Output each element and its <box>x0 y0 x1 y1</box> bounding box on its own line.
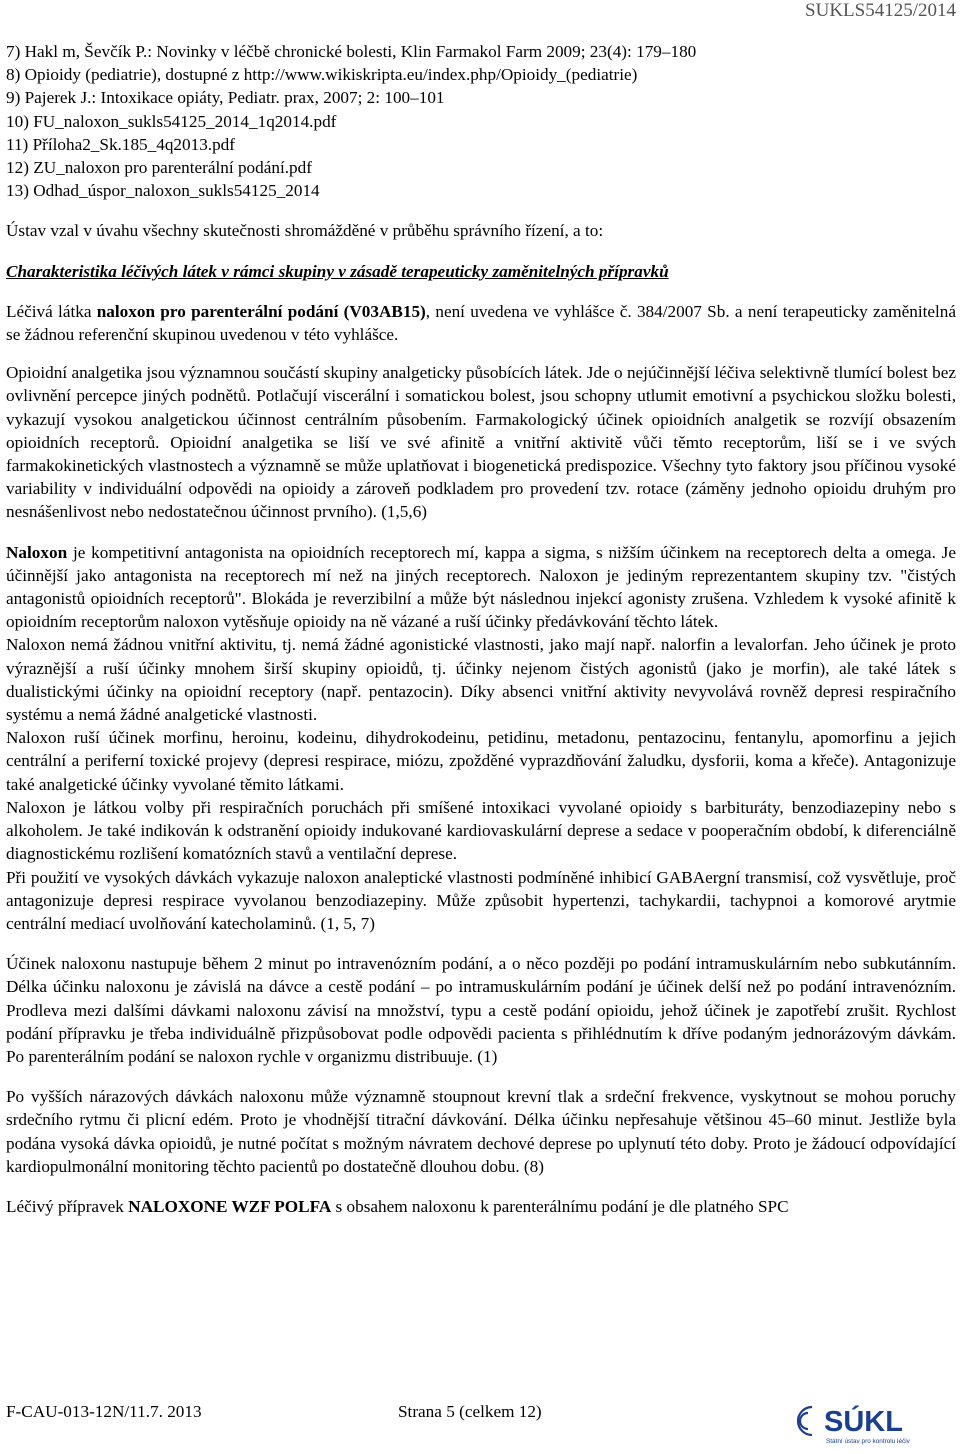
section-heading: Charakteristika léčivých látek v rámci skupiny v zásadě terapeuticky zaměnitelných přípravků <box>6 261 669 281</box>
document-code-header: SUKLS54125/2014 <box>805 0 956 21</box>
reference-item: 12) ZU_naloxon pro parenterální podání.pdf <box>6 158 312 178</box>
reference-item: 8) Opioidy (pediatrie), dostupné z http://www.wikiskripta.eu/index.php/Opioidy_(pediatrie) <box>6 65 638 85</box>
sukl-logo <box>794 1398 954 1448</box>
intro-paragraph: Ústav vzal v úvahu všechny skutečnosti shromážděné v průběhu správního řízení, a to: <box>6 221 604 241</box>
document-body <box>6 40 956 1218</box>
footer-page-number: Strana 5 (celkem 12) <box>398 1402 542 1421</box>
paragraph-high-doses: Při použití ve vysokých dávkách vykazuje naloxon analeptické vlastnosti podmíněné inhibicí GABAergní transmisí, což vysvětluje, proč antagonizuje depresi respirace vyvolanou benzodiazepiny. Může způsobit hypertenzi, tachykardii, tachypnoi a komorové arytmie centrální mediací uvolňování katecholaminů. (1, 5, 7) <box>6 867 956 933</box>
reference-item: 11) Příloha2_Sk.185_4q2013.pdf <box>6 134 236 154</box>
page-footer <box>6 1398 956 1448</box>
footer-form-code: F-CAU-013-12N/11.7. 2013 <box>6 1402 202 1421</box>
references-list <box>6 40 956 202</box>
paragraph-onset: Účinek naloxonu nastupuje během 2 minut po intravenózním podání, a o něco později po podání intramuskulárním nebo subkutánním. Délka účinku naloxonu je závislá na dávce a cestě podání – po intramuskulárním podání je účinek delší než po podání intravenózním. Prodleva mezi dalšími dávkami naloxonu závisí na množství, typu a cestě podání opioidu, jehož účinek je zapotřebí zrušit. Rychlost podání přípravku je třeba individuálně přizpůsobovat podle odpovědi pacienta s přihlédnutím k dříve podaným jednorázovým dávkám. Po parenterálním podání se naloxon rychle v organizmu distribuuje. (1) <box>6 954 956 1066</box>
paragraph-intrinsic-activity: Naloxon nemá žádnou vnitřní aktivitu, tj. nemá žádné agonistické vlastnosti, jako mají např. nalorfin a levalorfan. Jeho účinek je proto výraznější a ruší účinky mnohem širší skupiny opioidů, tj. účinky nejenom čistých agonistů (jako je morfin), ale také látek s dualistickými účinky na opioidní receptory (např. pentazocin). Díky absenci vnitřní aktivity nevyvolává rovněž depresi respiračního systému a nemá žádné analgetické vlastnosti. <box>6 635 956 725</box>
paragraph-indication: Naloxon je látkou volby při respiračních poruchách při smíšené intoxikaci vyvolané opioidy s barbituráty, benzodiazepiny nebo s alkoholem. Je také indikován k odstranění opioidy indukované kardiovaskulární deprese a sedace v pooperačním období, k diferenciálně diagnostickému rozlišení komatózních stavů a ventilační deprese. <box>6 797 956 864</box>
paragraph-product: Léčivý přípravek NALOXONE WZF POLFA s obsahem naloxonu k parenterálnímu podání je dle platného SPC <box>6 1196 789 1216</box>
paragraph-effects: Naloxon ruší účinek morfinu, heroinu, kodeinu, dihydrokodeinu, petidinu, metadonu, pentazocinu, fentanylu, apomorfinu a jejich centrální a periferní toxické projevy (depresi respirace, miózu, zpožděné vyprazdňování žaludku, dysforii, koma a křeče). Antagonizuje také analgetické účinky vyvolané těmito látkami. <box>6 728 956 794</box>
paragraph-active-substance: Léčivá látka naloxon pro parenterální podání (V03AB15), není uvedena ve vyhlášce č. 384/2007 Sb. a není terapeuticky zaměnitelná se žádnou referenční skupinou uvedenou v této vyhlášce. <box>6 301 956 345</box>
paragraph-adverse: Po vyšších nárazových dávkách naloxonu může významně stoupnout krevní tlak a srdeční frekvence, vyskytnout se mohou poruchy srdečního rytmu či plicní edém. Proto je vhodnější titrační dávkování. Délka účinku nepřesahuje většinou 45–60 minut. Jestliže byla podána vysoká dávka opioidů, je nutné počítat s možným návratem dechové deprese po uplynutí této doby. Proto je žádoucí odpovídající kardiopulmonální monitoring těchto pacientů po dostatečně dlouhou dobu. (8) <box>6 1087 956 1176</box>
reference-item: 10) FU_naloxon_sukls54125_2014_1q2014.pdf <box>6 111 337 131</box>
reference-item: 7) Hakl m, Ševčík P.: Novinky v léčbě chronické bolesti, Klin Farmakol Farm 2009; 23(4): 179–180 <box>6 42 697 61</box>
reference-item: 9) Pajerek J.: Intoxikace opiáty, Pediatr. prax, 2007; 2: 100–101 <box>6 88 445 108</box>
paragraph-naloxone-antagonist: Naloxon je kompetitivní antagonista na opioidních receptorech mí, kappa a sigma, s nižším účinkem na receptorech delta a omega. Je účinnější jako antagonista na receptorech mí než na jiných receptorech. Naloxon je jediným reprezentantem skupiny tzv. "čistých antagonistů opioidních receptorů". Blokáda je reverzibilní a může být následnou injekcí agonisty zrušena. Vzhledem k vysoké afinitě k opioidním receptorům naloxon vytěsňuje opioidy na ně vázané a ruší účinky předávkování těchto látek. <box>6 542 956 632</box>
logo-text: SÚKL <box>824 1406 903 1438</box>
logo-subtext: Státní ústav pro kontrolu léčiv <box>826 1438 910 1445</box>
logo-mark-icon <box>798 1407 812 1435</box>
reference-item: 13) Odhad_úspor_naloxon_sukls54125_2014 <box>6 181 320 201</box>
paragraph-opioid-analgesics: Opioidní analgetika jsou významnou součástí skupiny analgeticky působících látek. Jde o nejúčinnější léčiva selektivně tlumící bolest bez ovlivnění percepce jiných podnětů. Potlačují viscerální i somatickou bolest, jsou schopny utlumit emotivní a psychickou složku bolesti, vykazují vysokou analgetickou účinnost centrálním působením. Farmakologický účinek opioidních analgetik se rozvíjí obsazením opioidních receptorů. Opioidní analgetika se liší ve své afinitě a vnitřní aktivitě vůči těmto receptorům, liší se i ve svých farmakokinetických vlastnostech a významně se může uplatňovat i biogenetická predispozice. Všechny tyto faktory jsou příčinou vysoké variability v individuální odpovědi na opioidy a zároveň podkladem pro provedení tzv. rotace (záměny jednoho opioidu druhým pro nesnášenlivost nebo nedostatečnou účinnost prvního). (1,5,6) <box>6 363 956 522</box>
